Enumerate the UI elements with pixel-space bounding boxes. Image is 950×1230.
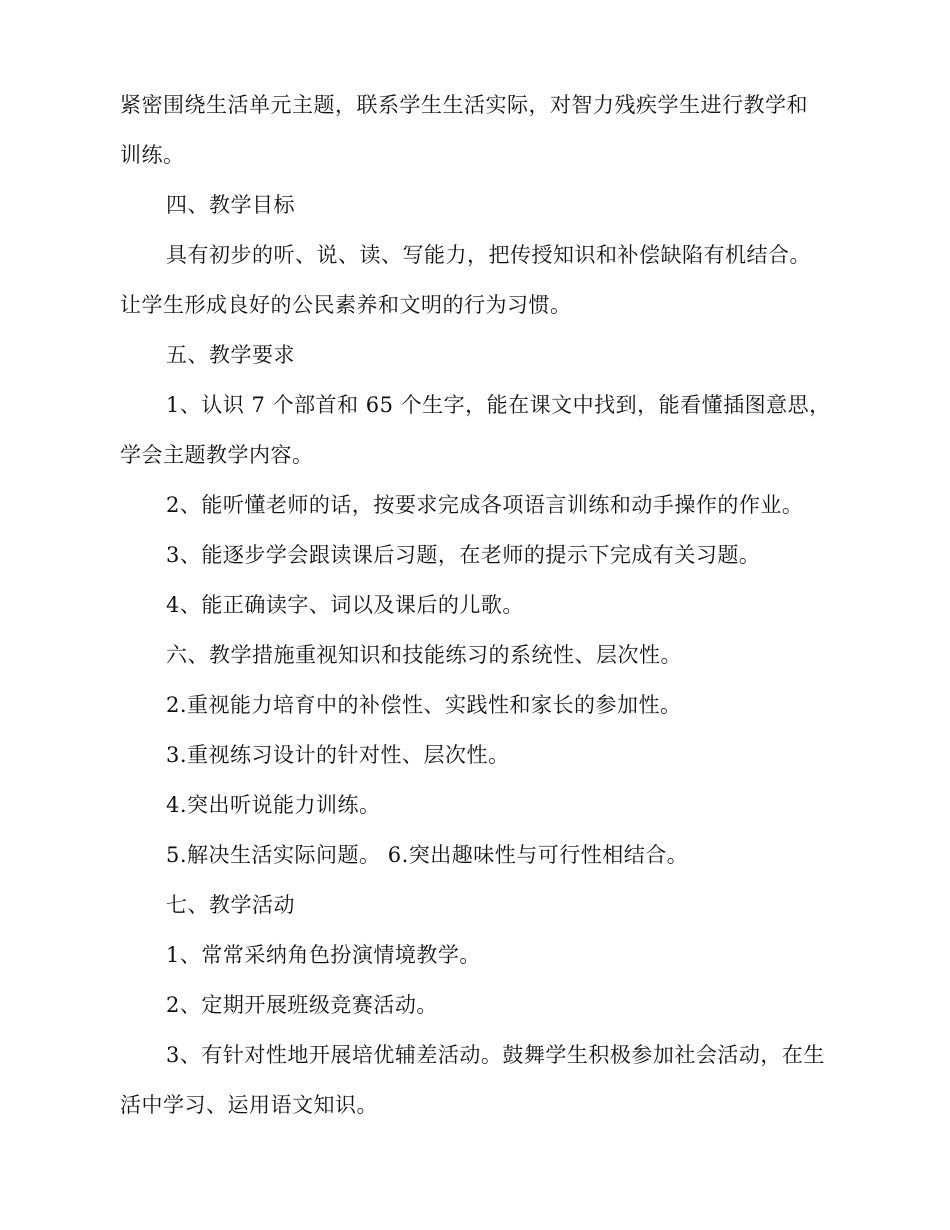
list-item: 3、能逐步学会跟读课后习题，在老师的提示下完成有关习题。	[166, 543, 761, 567]
paragraph-line: 训练。	[120, 143, 185, 167]
list-item: 1、认识 7 个部首和 65 个生字，能在课文中找到，能看懂插图意思，	[166, 393, 831, 417]
list-item: 3、有针对性地开展培优辅差活动。鼓舞学生积极参加社会活动，在生	[166, 1043, 825, 1067]
paragraph-line: 具有初步的听、说、读、写能力，把传授知识和补偿缺陷有机结合。	[166, 243, 811, 267]
list-item: 4.突出听说能力训练。	[166, 793, 381, 817]
paragraph-line: 活中学习、运用语文知识。	[120, 1093, 378, 1117]
list-item: 1、常常采纳角色扮演情境教学。	[166, 943, 481, 967]
list-item: 3.重视练习设计的针对性、层次性。	[166, 743, 510, 767]
list-item: 4、能正确读字、词以及课后的儿歌。	[166, 593, 524, 617]
paragraph-line: 紧密围绕生活单元主题，联系学生生活实际，对智力残疾学生进行教学和	[120, 93, 808, 117]
paragraph-line: 让学生形成良好的公民素养和文明的行为习惯。	[120, 293, 572, 317]
section-heading: 七、教学活动	[166, 893, 295, 917]
section-heading: 六、教学措施重视知识和技能练习的系统性、层次性。	[166, 643, 682, 667]
list-item: 5.解决生活实际问题。 6.突出趣味性与可行性相结合。	[166, 843, 689, 867]
paragraph-line: 学会主题教学内容。	[120, 443, 314, 467]
section-heading: 四、教学目标	[166, 193, 295, 217]
list-item: 2.重视能力培育中的补偿性、实践性和家长的参加性。	[166, 693, 682, 717]
list-item: 2、定期开展班级竞赛活动。	[166, 993, 438, 1017]
section-heading: 五、教学要求	[166, 343, 295, 367]
list-item: 2、能听懂老师的话，按要求完成各项语言训练和动手操作的作业。	[166, 493, 804, 517]
